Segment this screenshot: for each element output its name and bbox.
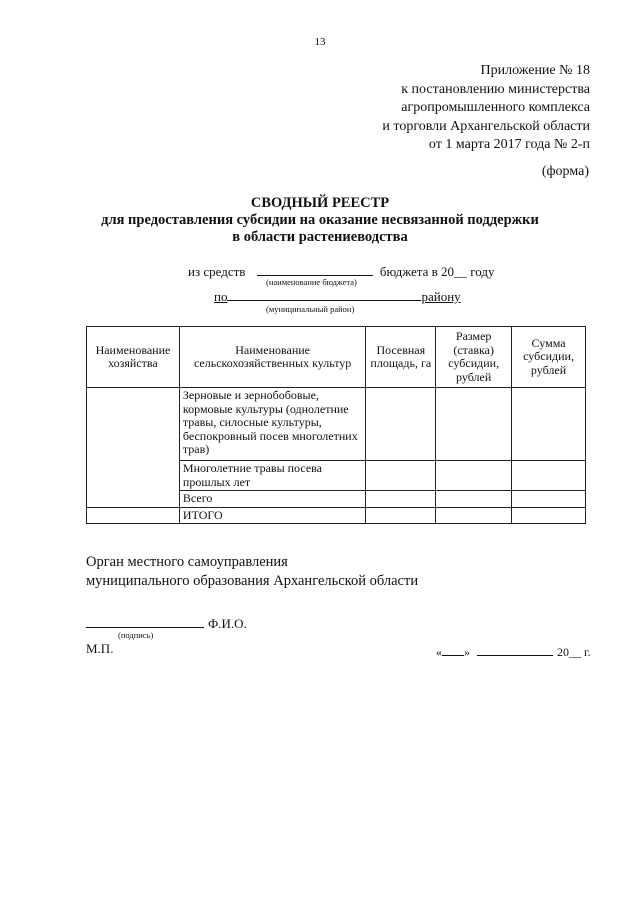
farm-name-cell[interactable]	[87, 388, 180, 508]
crop-cell: Многолетние травы посева прошлых лет	[179, 461, 365, 491]
header-farm: Наименование хозяйства	[87, 327, 180, 388]
header-rate: Размер (ставка) субсидии, рублей	[436, 327, 512, 388]
appendix-block	[382, 62, 590, 155]
stamp-place-label: М.П.	[86, 641, 114, 656]
sum-cell[interactable]	[512, 461, 586, 491]
document-title	[0, 195, 640, 246]
area-cell[interactable]	[366, 461, 436, 491]
area-cell[interactable]	[366, 491, 436, 508]
total-rate-cell[interactable]	[436, 507, 512, 524]
rate-cell[interactable]	[436, 388, 512, 461]
appendix-line-5: от 1 марта 2017 года № 2-п	[428, 137, 590, 152]
district-caption: (муниципальный район)	[266, 304, 355, 314]
signature-caption: (подпись)	[118, 630, 154, 640]
org-line-1: Орган местного самоуправления	[86, 554, 288, 570]
budget-prefix: из средств	[188, 264, 246, 279]
signature-field[interactable]	[86, 615, 204, 628]
appendix-line-1: Приложение № 18	[480, 63, 590, 78]
fio-label: Ф.И.О.	[208, 616, 247, 631]
total-farm-cell	[87, 507, 180, 524]
date-open-quote: «	[436, 645, 442, 659]
total-sum-cell[interactable]	[512, 507, 586, 524]
date-day-field[interactable]	[442, 645, 464, 656]
area-cell[interactable]	[366, 388, 436, 461]
district-name-field[interactable]	[227, 288, 421, 301]
signature-line	[86, 615, 247, 632]
table-row	[87, 388, 586, 461]
budget-caption: (наименование бюджета)	[266, 277, 357, 287]
date-year-label: 20__ г.	[557, 645, 591, 659]
table-total-row	[87, 507, 586, 524]
table-header-row	[87, 327, 586, 388]
crop-cell: Зерновые и зернобобовые, кормовые культуры (однолетние травы, силосные культуры, беспокровный посев многолетних трав)	[179, 388, 365, 461]
budget-suffix: бюджета в 20__ году	[379, 264, 495, 279]
rate-cell[interactable]	[436, 461, 512, 491]
total-label-cell: ИТОГО	[179, 507, 365, 524]
title-line-2: для предоставления субсидии на оказание несвязанной поддержки	[101, 212, 539, 228]
form-label: (форма)	[541, 164, 589, 179]
district-line	[214, 288, 461, 305]
header-crop: Наименование сельскохозяйственных культур	[179, 327, 365, 388]
header-area: Посевная площадь, га	[366, 327, 436, 388]
crop-cell: Всего	[179, 491, 365, 508]
page-number: 13	[314, 36, 326, 48]
district-suffix: району	[421, 289, 461, 304]
appendix-line-2: к постановлению министерства	[401, 81, 590, 97]
organization-block	[86, 553, 418, 591]
total-area-cell[interactable]	[366, 507, 436, 524]
budget-name-field[interactable]	[257, 263, 373, 276]
title-line-1: СВОДНЫЙ РЕЕСТР	[250, 195, 390, 211]
appendix-line-3: агропромышленного комплекса	[401, 100, 590, 115]
org-line-2: муниципального образования Архангельской области	[86, 573, 419, 589]
date-month-field[interactable]	[477, 645, 553, 656]
district-prefix: по	[214, 289, 228, 304]
title-line-3: в области растениеводства	[232, 229, 408, 245]
header-sum: Сумма субсидии, рублей	[512, 327, 586, 388]
date-close-quote: »	[464, 645, 470, 659]
rate-cell[interactable]	[436, 491, 512, 508]
date-line	[436, 645, 591, 660]
sum-cell[interactable]	[512, 491, 586, 508]
appendix-line-4: и торговли Архангельской области	[382, 118, 590, 134]
registry-table	[86, 326, 586, 524]
sum-cell[interactable]	[512, 388, 586, 461]
